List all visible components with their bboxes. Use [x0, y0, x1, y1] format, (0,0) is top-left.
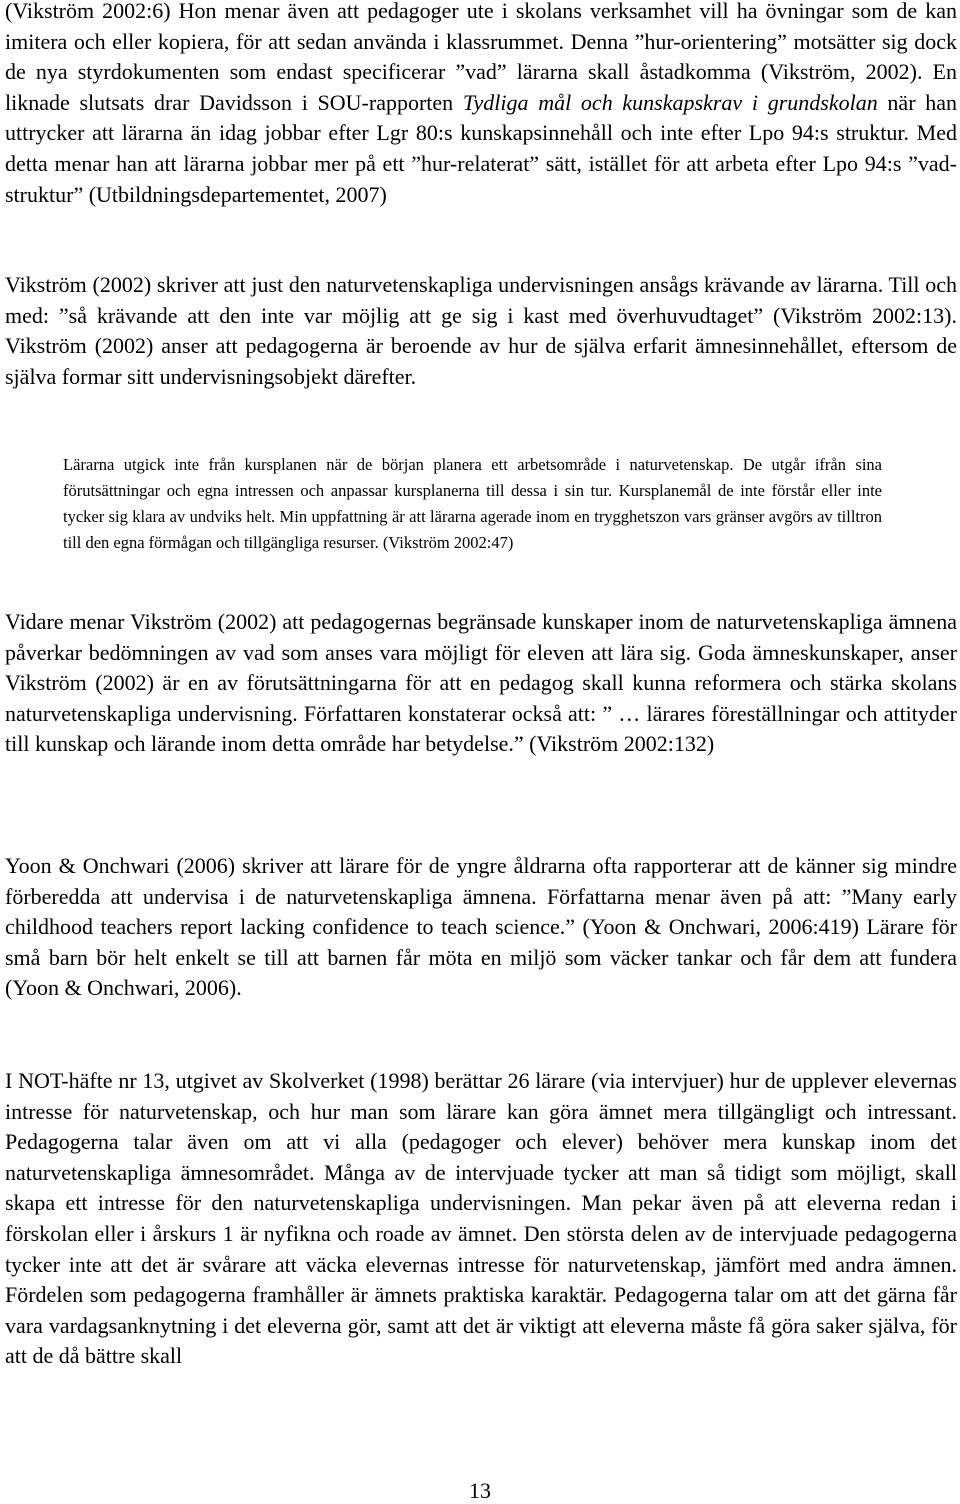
report-title: Tydliga mål och kunskapskrav i grundskolan — [462, 89, 878, 115]
page-number: 13 — [469, 1478, 491, 1503]
paragraph-begränsade-kunskaper: Vidare menar Vikström (2002) att pedagogernas begränsade kunskaper inom de naturvetenskapliga ämnena påverkar bedömningen av vad som anses vara möjligt för eleven att lära sig. Goda ämneskunskaper, anser Vikström (2002) är en av förutsättningarna för att en pedagog skall kunna reformera och stärka skolans naturvetenskapliga undervisning. Författaren konstaterar också att: ” … lärares föreställningar och attityder till kunskap och lärande inom detta område har betydelse.” (Vikström 2002:132) — [5, 609, 957, 757]
paragraph-krävande-undervisning: Vikström (2002) skriver att just den naturvetenskapliga undervisningen ansågs krävande av lärarna. Till och med: ”så krävande att den inte var möjlig att ge sig i kast med överhuvudtaget” (Vikström 2002:13). Vikström (2002) anser att pedagogerna är beroende av hur de själva erfarit ämnesinnehållet, eftersom de själva formar sitt undervisningsobjekt därefter. — [5, 272, 957, 389]
paragraph-text: (Vikström 2002:6) Hon menar även att pedagoger ute i skolans verksamhet vill ha övningar som de kan imitera och eller kopiera, för att sedan använda i klassrummet. Denna ”hur-orientering” motsätter sig dock de nya styrdokumenten som endast specificerar ”vad” lärarna skall åstadkomma (Vikström, 2002). En liknade slutsats drar Davidsson i SOU-rapporten — [5, 0, 957, 115]
paragraph-not-hafte: I NOT-häfte nr 13, utgivet av Skolverket (1998) berättar 26 lärare (via intervjuer) hur de upplever elevernas intresse för naturvetenskap, och hur man som lärare kan göra ämnet mera tillgängligt och intressant. Pedagogerna talar även om att vi alla (pedagoger och elever) behöver mera kunskap inom det naturvetenskapliga ämnesområdet. Många av de intervjuade tycker att man så tidigt som möjligt, skall skapa ett intresse för den naturvetenskapliga undervisningen. Man pekar även på att eleverna redan i förskolan eller i årskurs 1 är nyfikna och roade av ämnet. Den största delen av de intervjuade pedagogerna tycker inte att det är svårare att väcka elevernas intresse för naturvetenskap, jämfört med andra ämnen. Fördelen som pedagogerna framhåller är ämnets praktiska karaktär. Pedagogerna talar om att det gärna får vara vardagsanknytning i det eleverna gör, samt att det är viktigt att eleverna måste få göra saker själva, för att de då bättre skall — [5, 1068, 957, 1369]
block-quote: Lärarna utgick inte från kursplanen när de början planera ett arbetsområde i naturvetenskap. De utgår ifrån sina förutsättningar och egna intressen och anpassar kursplanerna till dessa i sin tur. Kursplanemål de inte förstår eller inte tycker sig klara av undviks helt. Min uppfattning är att lärarna agerade inom en trygghetszon vars gränser avgörs av tilltron till den egna förmågan och tillgängliga resurser. (Vikström 2002:47) — [63, 455, 882, 552]
paragraph-hur-vad-orientering — [5, 0, 957, 210]
paragraph-text: när han uttrycker att lärarna än idag jobbar efter Lgr 80:s kunskapsinnehåll och inte efter Lpo 94:s struktur. Med detta menar han att lärarna jobbar mer på ett ”hur-relaterat” sätt, istället för att arbeta efter Lpo 94:s ”vad-struktur” (Utbildningsdepartementet, 2007) — [5, 89, 958, 207]
paragraph-yoon-onchwari: Yoon & Onchwari (2006) skriver att lärare för de yngre åldrarna ofta rapporterar att de känner sig mindre förberedda att undervisa i de naturvetenskapliga ämnena. Författarna menar även på att: ”Many early childhood teachers report lacking confidence to teach science.” (Yoon & Onchwari, 2006:419) Lärare för små barn bör helt enkelt se till att barnen får möta en miljö som väcker tankar och får dem att fundera (Yoon & Onchwari, 2006). — [5, 853, 957, 1001]
